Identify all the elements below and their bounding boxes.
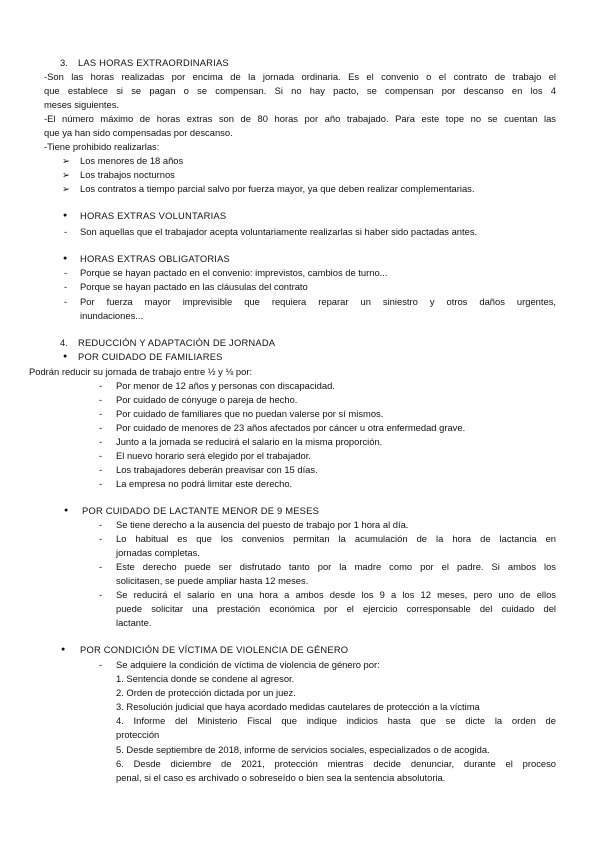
dash-bullet-icon: - xyxy=(99,659,103,670)
list-item: 5. Desde septiembre de 2018, informe de servicios sociales, especializados o de acogida. xyxy=(116,744,490,755)
list-item: Son aquellas que el trabajador acepta voluntariamente realizarlas si haber sido pactadas antes. xyxy=(80,226,478,237)
arrow-bullet-icon: ➢ xyxy=(62,183,70,194)
list-item: 6. Desde diciembre de 2021, protección mientras decide denunciar, durante el proceso xyxy=(116,758,556,769)
paragraph-line: que establece si se pagan o se compensan. Si no hay pacto, se compensan por descanso en los 4 xyxy=(44,85,556,96)
arrow-bullet-icon: ➢ xyxy=(62,169,70,180)
dash-bullet-icon: - xyxy=(99,561,103,572)
list-item: Por cuidado de familiares que no puedan valerse por sí mismos. xyxy=(116,408,384,419)
dash-bullet-icon: - xyxy=(64,267,68,278)
familiares-intro: Podrán reducir su jornada de trabajo entre ½ y ⅛ por: xyxy=(29,366,253,377)
list-item: Los menores de 18 años xyxy=(80,155,184,166)
arrow-bullet-icon: ➢ xyxy=(62,155,70,166)
list-item: Lo habitual es que los convenios permitan la acumulación de la hora de lactancia en xyxy=(116,533,556,544)
paragraph-line: -Son las horas realizadas por encima de la jornada ordinaria. Es el convenio o el contrato de trabajo el xyxy=(44,71,556,82)
dash-bullet-icon: - xyxy=(99,478,103,489)
list-item-continued: penal, si el caso es archivado o sobreseído o bien sea la sentencia absolutoria. xyxy=(116,772,446,783)
list-item: Los trabajos nocturnos xyxy=(80,169,175,180)
list-item: 4. Informe del Ministerio Fiscal que indique indicios hasta que se dicte la orden de xyxy=(116,715,556,726)
list-item-continued: solicitasen, se puede ampliar hasta 12 meses. xyxy=(116,575,309,586)
section-3-title: LAS HORAS EXTRAORDINARIAS xyxy=(78,57,229,68)
section-4-number: 4. xyxy=(60,337,68,348)
section-4-title: REDUCCIÓN Y ADAPTACIÓN DE JORNADA xyxy=(78,337,276,348)
list-item: Este derecho puede ser disfrutado tanto por la madre como por el padre. Si ambos los xyxy=(116,561,556,572)
dash-bullet-icon: - xyxy=(64,226,68,237)
dash-bullet-icon: - xyxy=(99,380,103,391)
section-3-number: 3. xyxy=(60,57,68,68)
subheading-obligatorias: HORAS EXTRAS OBLIGATORIAS xyxy=(80,253,230,264)
dash-bullet-icon: - xyxy=(99,533,103,544)
bullet-icon: ● xyxy=(64,507,69,514)
list-item: 2. Orden de protección dictada por un juez. xyxy=(116,687,296,698)
dash-bullet-icon: - xyxy=(99,519,103,530)
bullet-icon: ● xyxy=(63,353,68,360)
list-item: Junto a la jornada se reducirá el salario en la misma proporción. xyxy=(116,436,383,447)
dash-bullet-icon: - xyxy=(99,450,103,461)
bullet-icon: ● xyxy=(63,255,68,262)
bullet-icon: ● xyxy=(63,212,68,219)
list-item-continued: lactante. xyxy=(116,617,152,628)
dash-bullet-icon: - xyxy=(64,281,68,292)
list-item: Los contratos a tiempo parcial salvo por fuerza mayor, ya que deben realizar complementarias. xyxy=(80,183,475,194)
list-item: Por cuidado de menores de 23 años afectados por cáncer u otra enfermedad grave. xyxy=(116,422,466,433)
dash-bullet-icon: - xyxy=(99,464,103,475)
dash-bullet-icon: - xyxy=(99,422,103,433)
list-item: La empresa no podrá limitar este derecho. xyxy=(116,478,293,489)
dash-bullet-icon: - xyxy=(99,408,103,419)
list-item: Se tiene derecho a la ausencia del puesto de trabajo por 1 hora al día. xyxy=(116,519,409,530)
bullet-icon: ● xyxy=(61,646,66,653)
list-item-continued: jornadas completas. xyxy=(116,547,200,558)
list-item: Por menor de 12 años y personas con discapacidad. xyxy=(116,380,335,391)
list-item: Por cuidado de cónyuge o pareja de hecho. xyxy=(116,394,298,405)
list-item-continued: puede solicitar una prestación económica por el ejercicio corresponsable del cuidado del xyxy=(116,603,556,614)
list-item: Los trabajadores deberán preavisar con 15 días. xyxy=(116,464,318,475)
dash-bullet-icon: - xyxy=(99,436,103,447)
subheading-voluntarias: HORAS EXTRAS VOLUNTARIAS xyxy=(80,210,227,221)
dash-bullet-icon: - xyxy=(99,589,103,600)
list-item: Porque se hayan pactado en las cláusulas del contrato xyxy=(80,281,308,292)
dash-bullet-icon: - xyxy=(99,394,103,405)
subheading-violencia: POR CONDICIÓN DE VÍCTIMA DE VIOLENCIA DE GÉNERO xyxy=(80,644,349,655)
paragraph-line: meses siguientes. xyxy=(44,99,120,110)
list-item: Se reducirá el salario en una hora a ambos desde los 9 a los 12 meses, pero uno de ellos xyxy=(116,589,556,600)
list-item-continued: protección xyxy=(116,729,160,740)
paragraph-line: que ya han sido compensadas por descanso. xyxy=(44,127,233,138)
subheading-lactante: POR CUIDADO DE LACTANTE MENOR DE 9 MESES xyxy=(82,505,320,516)
paragraph-line: -El número máximo de horas extras son de 80 horas por año trabajado. Para este tope no se cuentan las xyxy=(44,113,556,124)
list-item-continued: inundaciones... xyxy=(80,310,144,321)
prohibited-intro: -Tiene prohibido realizarlas: xyxy=(44,141,160,152)
violencia-intro: Se adquiere la condición de víctima de violencia de género por: xyxy=(116,659,380,670)
subheading-familiares: POR CUIDADO DE FAMILIARES xyxy=(78,351,223,362)
dash-bullet-icon: - xyxy=(64,296,68,307)
list-item: El nuevo horario será elegido por el trabajador. xyxy=(116,450,311,461)
list-item: 3. Resolución judicial que haya acordado medidas cautelares de protección a la víctima xyxy=(116,701,480,712)
list-item: Por fuerza mayor imprevisible que requiera reparar un siniestro y otros daños urgentes, xyxy=(80,296,556,307)
list-item: Porque se hayan pactado en el convenio: imprevistos, cambios de turno... xyxy=(80,267,388,278)
list-item: 1. Sentencia donde se condene al agresor. xyxy=(116,673,295,684)
